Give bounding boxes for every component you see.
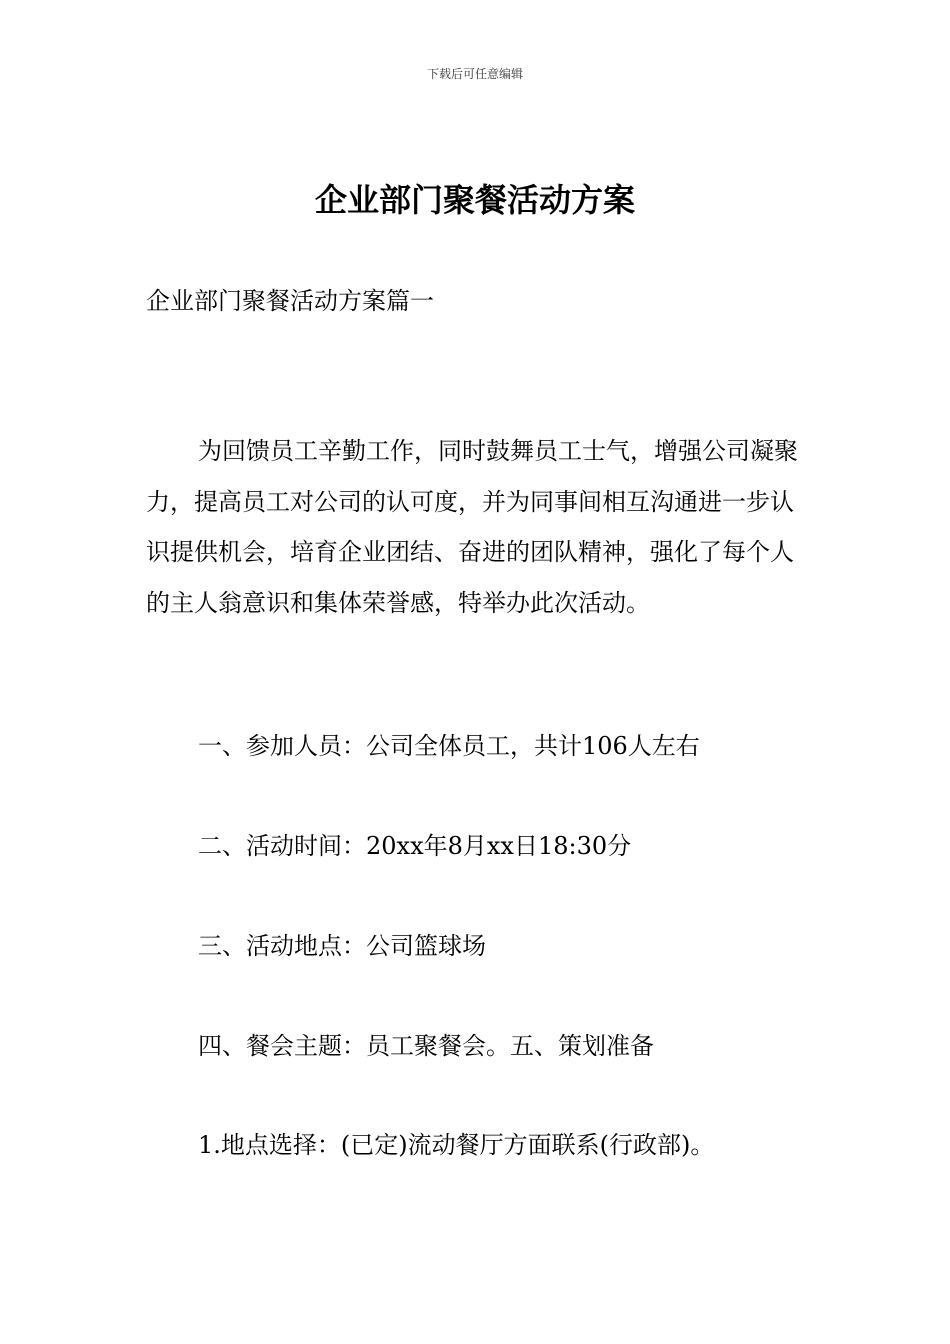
list-item-time: 二、活动时间：20xx年8月xx日18:30分	[198, 832, 632, 860]
page-header-note: 下载后可任意编辑	[426, 67, 523, 81]
list-item-venue-selection: 1.地点选择：(已定)流动餐厅方面联系(行政部)。	[198, 1131, 715, 1159]
section-heading: 企业部门聚餐活动方案篇一	[146, 287, 434, 315]
list-item-location: 三、活动地点：公司篮球场	[198, 932, 486, 960]
intro-paragraph: 为回馈员工辛勤工作，同时鼓舞员工士气，增强公司凝聚力，提高员工对公司的认可度，并为同事间相互沟通进一步认识提供机会，培育企业团结、奋进的团队精神，强化了每个人的主人翁意识和集体荣誉感，特举办此次活动。	[146, 437, 798, 617]
list-item-participants: 一、参加人员：公司全体员工，共计106人左右	[198, 732, 700, 760]
document-title: 企业部门聚餐活动方案	[314, 181, 635, 219]
list-item-theme: 四、餐会主题：员工聚餐会。五、策划准备	[198, 1032, 654, 1060]
